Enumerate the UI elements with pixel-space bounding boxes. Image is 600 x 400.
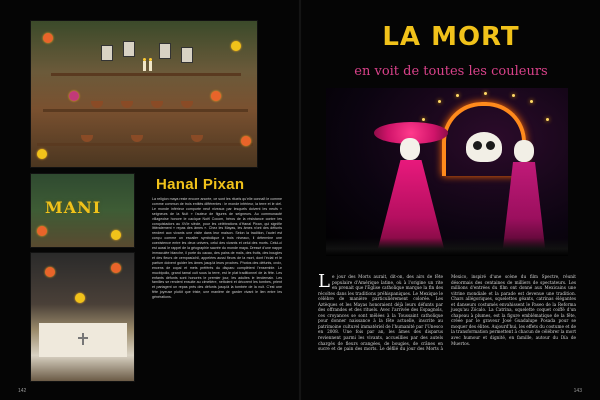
cross-icon (77, 333, 89, 345)
clay-pot (121, 101, 133, 108)
mani-sign-text: MANI (45, 198, 102, 217)
clay-pot (91, 101, 103, 108)
photo-frame (101, 45, 113, 61)
marigold-flower (111, 230, 121, 240)
subtitle: en voit de toutes les couleurs (354, 64, 548, 79)
clay-pot (191, 135, 203, 142)
candle (149, 61, 152, 71)
catrina-figure (372, 118, 450, 256)
marigold-flower (43, 33, 53, 43)
right-article-body: e jour des Morts aurait, dit-on, des airs de fête populaire d'Amérique latine, où à l'origine un rite en prenait que l'Église catholique marque la fin des récoltes dans les traditions préhispaniques. Le Mexique le célèbre de manière particulièrement colorée. Les Aztèques et les Mayas honoraient déjà leurs défunts par des offrandes et des rituels. Avec l'arrivée des Espagnols, ces croyances se sont mêlées à la Toussaint catholique pour donner naissance à la fête actuelle, inscrite au patrimoine culturel immatériel de l'humanité par l'Unesco en 2008. Une fois par an, les âmes des disparus reviennent parmi les vivants, accueillies par des autels chargés de fleurs orangées, de bougies, de crânes en sucre et de pain des morts. Le défilé du jour des Morts à Mexico, inspiré d'une scène du film Spectre, réunit désormais des centaines de milliers de spectateurs. Les millions d'entrées du film ont donné aux Mexicains une vitrine mondiale et la parade est devenue une tradition. Chars allégoriques, squelettes géants, catrinas élégantes et danseurs costumés envahissent le Paseo de la Reforma jusqu'au Zócalo. La Catrina, squelette coquet coiffé d'un chapeau à plumes, est la figure emblématique de la fête, créée par le graveur José Guadalupe Posada pour se moquer des élites. Aujourd'hui, les effets du costume et de la transformation permettent à chacun de célébrer la mort avec humour et dignité, en famille, autour du Día de Muertos. (318, 274, 576, 352)
clay-pot (181, 101, 193, 108)
right-article-text (318, 274, 576, 386)
candle (143, 61, 146, 71)
clay-pot (81, 135, 93, 142)
clay-pot (131, 135, 143, 142)
drop-cap: L (318, 274, 330, 292)
photo-frame (181, 47, 193, 63)
altar-table-photo (30, 252, 135, 382)
marigold-flower (211, 91, 221, 101)
marigold-flower (111, 263, 121, 273)
marigold-flower (231, 41, 241, 51)
left-article-text: La religion maya reste encore ancrée, ce sont les rituels qu'elle connaît le comme comme commun de trois entités différentes : le monde inférieur, la terre et le ciel. Le monde inférieur comporte neuf niveaux par lesquels doivent les neufs « seigneurs de la Nuit » l'auteur de figures de seigneurs. Au communauté villageoise honore le cacique Noël Cocom, héros de la résistance contre les conquistadors au XVIe siècle, pour les célébrations d'Hanal Pixan, qui signifie littéralement « repas des âmes ». Chez les Mayas, les âmes n'ont des défunts rendent aux vivants une visite dans leur maison. Selon la tradition, l'autel est conçu comme un escalier symbolique à trois niveaux, il détermine une coexistence entre les deux univers, celui des vivants et celui des morts. Celui-ci est aussi le rappel de la géographie sacrée du monde maya. Dressé d'une nappe immaculée blanche, il porte du cacao, des pains de maïs, des fruits, des bougies et des fleurs de cempasúchil, appelées aussi fleurs de la mort, dont l'éclat et le parfum doivent guider les âmes jusqu'à leurs proches. Photos des défunts, croix, encens de copal et mets préférés du disparu complètent l'ensemble. Le mucbipollo, grand tamal cuit sous la terre, est le plat traditionnel de la fête. Les enfants défunts sont honorés le premier jour, les adultes le lendemain. Les familles se rendent ensuite au cimetière, nettoient et décorent les tombes, prient et partagent un repas près des défunts jusqu'à la tombée de la nuit. C'est une fête joyeuse plutôt que triste, une manière de garder vivant le lien entre les générations. (152, 197, 282, 300)
photo-frame (159, 43, 171, 59)
altar-shelf (37, 143, 253, 146)
mani-sign-photo (30, 173, 135, 248)
string-light (438, 100, 441, 103)
string-light (456, 94, 459, 97)
string-light (484, 92, 487, 95)
marigold-flower (45, 267, 55, 277)
clay-pot (151, 101, 163, 108)
section-title: Hanal Pixan (156, 176, 245, 193)
page-number-left: 142 (18, 388, 27, 394)
altar-shelf (43, 109, 248, 112)
string-light (546, 118, 549, 121)
marigold-flower (75, 293, 85, 303)
string-light (512, 94, 515, 97)
photo-frame (123, 41, 135, 57)
skull-face (514, 140, 534, 162)
altar-shelf (51, 73, 241, 76)
catrina-parade-photo (326, 88, 568, 256)
string-light (530, 100, 533, 103)
flower (69, 91, 79, 101)
skull-face (400, 138, 420, 160)
page-number-right: 143 (573, 388, 582, 394)
main-title: LA MORT (382, 22, 520, 52)
marigold-flower (37, 149, 47, 159)
crowd-silhouette (326, 238, 568, 256)
marigold-flower (241, 136, 251, 146)
marigold-flower (37, 226, 47, 236)
altar-photo (30, 20, 258, 168)
